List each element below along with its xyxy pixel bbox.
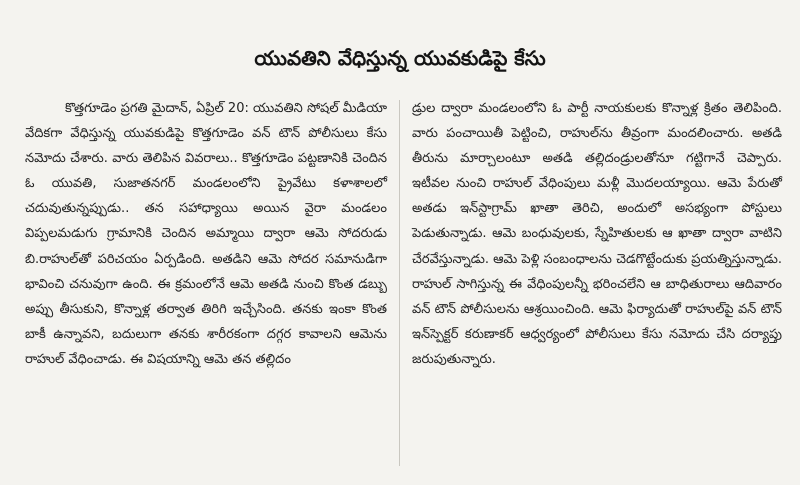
headline: యువతిని వేధిస్తున్న యువకుడిపై కేసు: [254, 46, 546, 71]
article-body-left: కొత్తగూడెం ప్రగతి మైదాన్, ఏప్రిల్ 20: యువతిని సోషల్ మీడియా వేదికగా వేధిస్తున్న యువకుడిపై కొత్తగూడెం వన్ టౌన్ పోలీసులు కేసు నమోదు చేశారు. వారు తెలిపిన వివరాలు.. కొత్తగూడెం పట్టణానికి చెందిన ఓ యువతి, సుజాతనగర్ మండలంలోని ప్రైవేటు కళాశాలలో చదువుతున్నప్పుడు.. తన సహాధ్యాయి అయిన వైరా మండలం విప్పలమడుగు గ్రామానికి చెందిన అమ్మాయి ద్వారా ఆమె సోదరుడు బి.రాహుల్‌తో పరిచయం ఏర్పడింది. అతడిని ఆమె సోదర సమానుడిగా భావించి చనువుగా ఉంది. ఈ క్రమంలోనే ఆమె అతడి నుంచి కొంత డబ్బు అప్పు తీసుకుని, కొన్నాళ్ల తర్వాత తిరిగి ఇచ్చేసింది. తనకు ఇంకా కొంత బాకీ ఉన్నావని, బదులుగా తనకు శారీరకంగా దగ్గర కావాలని ఆమెను రాహుల్ వేధించాడు. ఈ విషయాన్ని ఆమె తన తల్లిదం: [25, 101, 387, 367]
article-body-right: డ్రుల ద్వారా మండలంలోని ఓ పార్టీ నాయకులకు కొన్నాళ్ల క్రితం తెలిపింది. వారు పంచాయితీ పెట్టించి, రాహుల్‌ను తీవ్రంగా మందలించారు. అతడి తీరును మార్చాలంటూ అతడి తల్లిదండ్రులతోనూ గట్టిగానే చెప్పారు. ఇటీవల నుంచి రాహుల్ వేధింపులు మళ్లీ మొదలయ్యాయి. ఆమె పేరుతో అతడు ఇన్‌స్టాగ్రామ్ ఖాతా తెరిచి, అందులో అసభ్యంగా పోస్టులు పెడుతున్నాడు. ఆమె బంధువులకు, స్నేహితులకు ఆ ఖాతా ద్వారా వాటిని చేరవేస్తున్నాడు. ఆమె పెళ్లి సంబంధాలను చెడగొట్టేందుకు ప్రయత్నిస్తున్నాడు. రాహుల్ సాగిస్తున్న ఈ వేధింపులన్నీ భరించలేని ఆ బాధితురాలు ఆదివారం వన్ టౌన్ పోలీసులను ఆశ్రయించింది. ఆమె ఫిర్యాదుతో రాహుల్‌పై వన్ టౌన్ ఇన్‌స్పెక్టర్ కరుణాకర్ ఆధ్వర్యంలో పోలీసులు కేసు నమోదు చేసి దర్యాప్తు జరుపుతున్నారు.: [412, 101, 782, 367]
column-divider: [399, 100, 400, 466]
article-column-right: [412, 96, 782, 372]
article-column-left: [25, 96, 387, 372]
